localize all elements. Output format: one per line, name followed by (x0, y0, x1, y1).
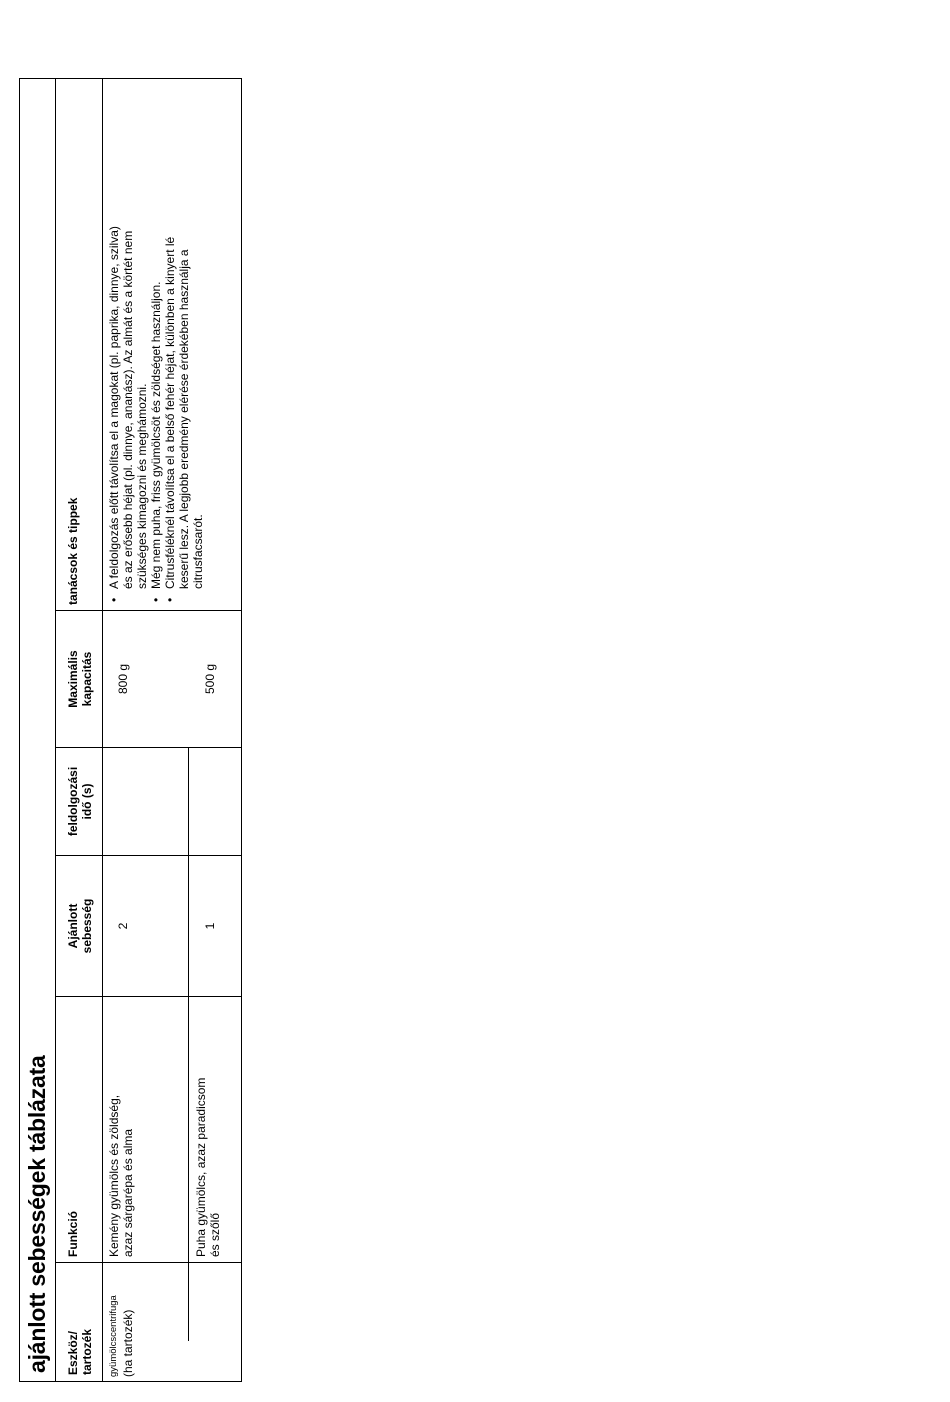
row2-capacity: 500 g (203, 663, 217, 695)
header-time-line1: feldolgozási (66, 766, 80, 837)
row1-function-line1: Kemény gyümölcs és zöldség, (107, 1094, 121, 1257)
tip-item (149, 81, 163, 589)
row1-capacity: 800 g (116, 663, 130, 695)
tool-name: gyümölcscentrifuga (108, 1295, 119, 1377)
header-capacity-line2: kapacitás (80, 651, 94, 707)
header-speed-line2: sebesség (80, 898, 94, 954)
header-row-divider (102, 79, 103, 1381)
header-time-line2: idő (s) (80, 783, 94, 820)
header-tool-line1: Eszköz/ (66, 1330, 80, 1375)
tool-note: (ha tartozék) (121, 1309, 135, 1377)
header-function: Funkció (66, 1210, 80, 1257)
tool-cell (107, 1263, 135, 1377)
header-capacity-line1: Maximális (66, 650, 80, 708)
header-tips: tanácsok és tippek (66, 497, 80, 605)
tip3-line1: • Citrusféléknél távolítsa el a belső fehér héjat, különben a kinyert lé (163, 236, 177, 589)
header-time (66, 748, 94, 855)
header-speed-line1: Ajánlott (66, 903, 80, 949)
tip-item (163, 81, 205, 589)
row2-function-line1: Puha gyümölcs, azaz paradicsom (194, 1077, 208, 1257)
tips-cell (107, 81, 205, 605)
tip2-line1: • Még nem puha, friss gyümölcsöt és zöldséget használjon. (149, 281, 163, 589)
header-capacity (66, 611, 94, 747)
col-divider-function (56, 996, 242, 997)
row1-function-line2: azaz sárgarépa és alma (121, 1128, 135, 1257)
col-divider-tool (56, 1262, 242, 1263)
page-title: ajánlott sebességek táblázata (20, 79, 56, 1381)
tip1-line1: • A feldolgozás előtt távolítsa el a magokat (pl. paprika, dinnye, szilva) (107, 226, 121, 589)
tip3-line3: citrusfacsarót. (191, 514, 205, 589)
tip-item (107, 81, 149, 589)
tip3-line2: keserű lesz. A legjobb eredmény elérése érdekében használja a (177, 249, 191, 589)
tip1-line3: szükséges kimagozni és meghámozni. (135, 383, 149, 589)
header-speed (66, 856, 94, 996)
speed-table-page (19, 78, 242, 1382)
row1-function (107, 1002, 135, 1257)
row2-function (194, 1002, 222, 1257)
tip1-line2: és az erősebb héjat (pl. dinnye, ananász). Az almát és a körtét nem (121, 230, 135, 589)
header-tool (66, 1265, 94, 1375)
row2-speed: 1 (203, 922, 217, 930)
header-tool-line2: tartozék (80, 1328, 94, 1375)
row1-speed: 2 (116, 922, 130, 930)
row-divider (188, 748, 189, 1341)
tips-list (107, 81, 205, 605)
row2-function-line2: és szőlő (208, 1212, 222, 1257)
